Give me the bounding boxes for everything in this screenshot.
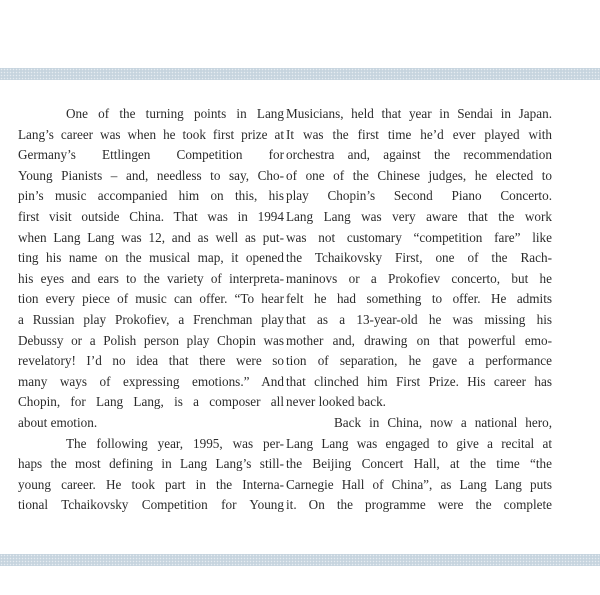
text-line: Lang’s career was when he took first prize at	[18, 126, 284, 142]
text-line: maninovs or a Prokofiev concerto, but he	[286, 270, 552, 286]
text-line: the Tchaikovsky First, one of the Rach-	[286, 250, 552, 266]
text-line: about emotion.	[18, 414, 98, 430]
text-line: tional Tchaikovsky Competition for Young	[18, 497, 284, 513]
text-line: when Lang Lang was 12, and as well as put-	[18, 229, 284, 245]
text-line: his eyes and ears to the variety of interpreta-	[18, 270, 284, 286]
bottom-decorative-band	[0, 554, 600, 566]
text-line: the Beijing Concert Hall, at the time “the	[286, 456, 552, 472]
text-line: One of the turning points in Lang	[66, 106, 284, 121]
text-line: play Chopin’s Second Piano Concerto.	[286, 188, 552, 204]
text-line: Lang Lang was very aware that the work	[286, 208, 552, 224]
text-line: that clinched him First Prize. His career has	[286, 373, 552, 389]
text-line: Lang Lang was engaged to give a recital at	[286, 435, 552, 451]
text-line: it. On the programme were the complete	[286, 497, 552, 513]
text-line: orchestra and, against the recommendation	[286, 147, 552, 163]
text-line: ting his name on the musical map, it opened	[18, 250, 284, 266]
text-line: Young Pianists – and, needless to say, Cho-	[18, 167, 284, 183]
text-line: felt he had something to offer. He admits	[286, 291, 552, 307]
text-line: revelatory! I’d no idea that there were so	[18, 353, 284, 369]
text-line: Musicians, held that year in Sendai in Japan.	[286, 106, 552, 121]
text-line: Debussy or a Polish person play Chopin was	[18, 332, 284, 348]
text-line: haps the most defining in Lang Lang’s still-	[18, 456, 284, 472]
text-line: tion every piece of music can offer. “To hear	[18, 291, 284, 307]
text-line: mother and, drawing on that powerful emo-	[286, 332, 552, 348]
text-line: The following year, 1995, was per-	[66, 435, 284, 451]
left-text-column	[18, 104, 284, 516]
top-decorative-band	[0, 68, 600, 80]
text-line: never looked back.	[286, 394, 386, 410]
text-line: pin’s music accompanied him on this, his	[18, 188, 284, 204]
text-line: many ways of expressing emotions.” And	[18, 373, 284, 389]
text-line: a Russian play Prokofiev, a Frenchman play	[18, 311, 284, 327]
right-text-column	[286, 104, 552, 516]
text-line: tion of separation, he gave a performance	[286, 353, 552, 369]
text-line: Chopin, for Lang Lang, is a composer all	[18, 394, 284, 410]
text-line: It was the first time he’d ever played with	[286, 126, 552, 142]
text-line: Germany’s Ettlingen Competition for	[18, 147, 284, 163]
text-line: first visit outside China. That was in 1994	[18, 208, 284, 224]
text-line: that as a 13-year-old he was missing his	[286, 311, 552, 327]
text-line: young career. He took part in the Interna-	[18, 476, 284, 492]
text-line: was not customary “competition fare” like	[286, 229, 552, 245]
text-line: Carnegie Hall of China”, as Lang Lang puts	[286, 476, 552, 492]
text-line: of one of the Chinese judges, he elected to	[286, 167, 552, 183]
text-line: Back in China, now a national hero,	[334, 414, 552, 430]
